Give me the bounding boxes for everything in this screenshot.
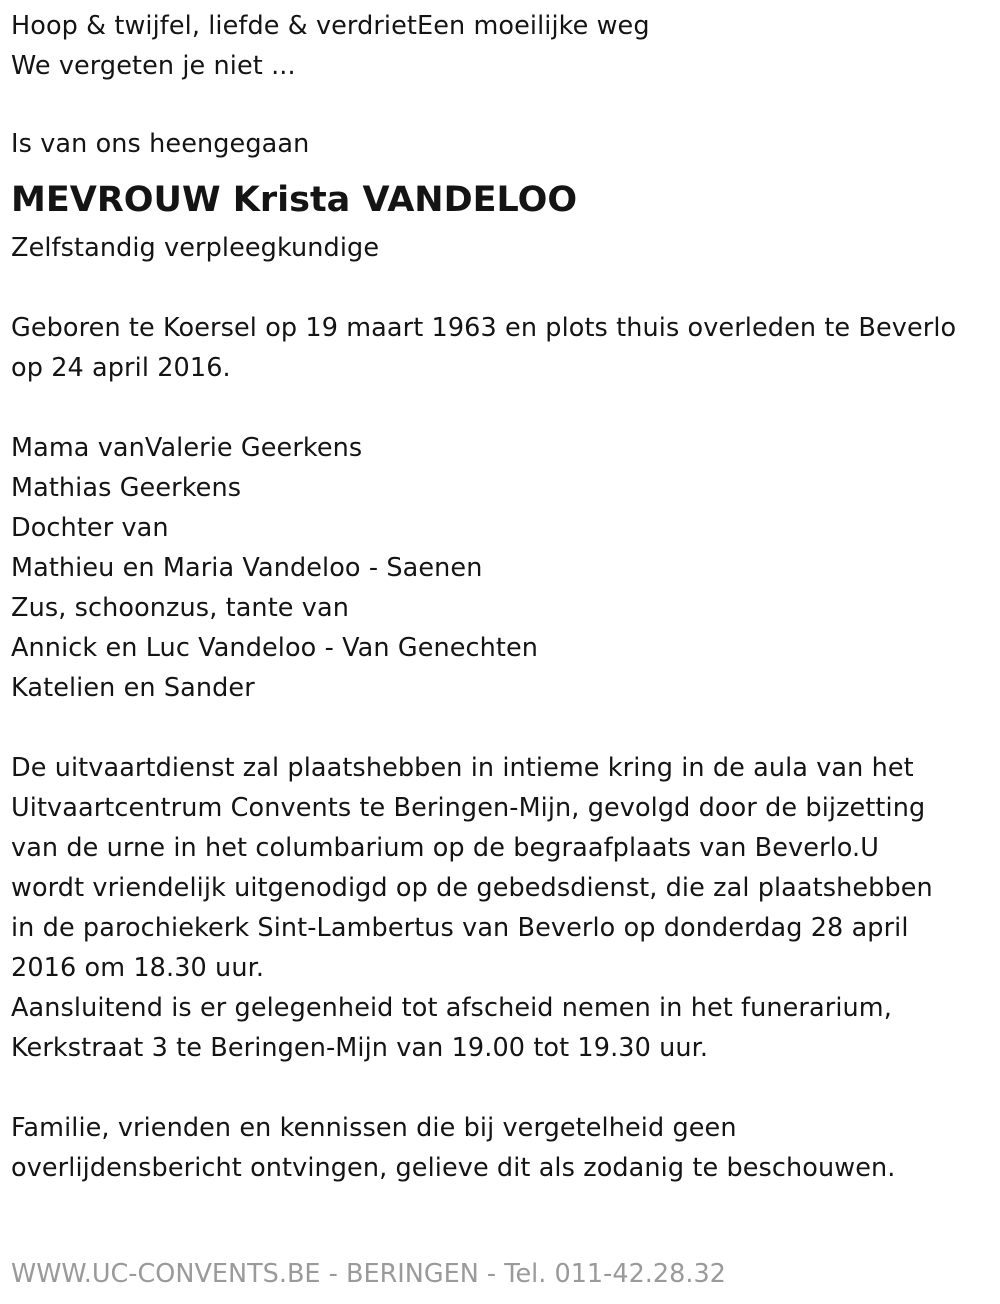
intro-line-2: We vergeten je niet ...: [11, 51, 296, 81]
deceased-profession: Zelfstandig verpleegkundige: [11, 233, 380, 263]
footer-contact: WWW.UC-CONVENTS.BE - BERINGEN - Tel. 011-42.28.32: [11, 1259, 726, 1289]
family-line: Mathieu en Maria Vandeloo - Saenen: [11, 553, 483, 583]
closing-line: Familie, vrienden en kennissen die bij vergetelheid geen: [11, 1113, 737, 1143]
intro-line-1: Hoop & twijfel, liefde & verdrietEen moeilijke weg: [11, 11, 650, 41]
birth-death-line: op 24 april 2016.: [11, 353, 231, 383]
birth-death-paragraph: [11, 308, 991, 388]
family-line: Mama vanValerie Geerkens: [11, 433, 363, 463]
service-line: De uitvaartdienst zal plaatshebben in intieme kring in de aula van het: [11, 753, 914, 783]
family-line: Mathias Geerkens: [11, 473, 242, 503]
closing-line: overlijdensbericht ontvingen, gelieve dit als zodanig te beschouwen.: [11, 1153, 896, 1183]
service-line: in de parochiekerk Sint-Lambertus van Beverlo op donderdag 28 april: [11, 913, 909, 943]
service-line: Kerkstraat 3 te Beringen-Mijn van 19.00 tot 19.30 uur.: [11, 1033, 709, 1063]
service-line: Uitvaartcentrum Convents te Beringen-Mijn, gevolgd door de bijzetting: [11, 793, 926, 823]
service-line: Aansluitend is er gelegenheid tot afscheid nemen in het funerarium,: [11, 993, 892, 1023]
family-line: Zus, schoonzus, tante van: [11, 593, 349, 623]
family-line: Dochter van: [11, 513, 169, 543]
service-line: 2016 om 18.30 uur.: [11, 953, 265, 983]
family-list: [11, 428, 991, 708]
family-line: Annick en Luc Vandeloo - Van Genechten: [11, 633, 539, 663]
birth-death-line: Geboren te Koersel op 19 maart 1963 en plots thuis overleden te Beverlo: [11, 313, 957, 343]
deceased-name: MEVROUW Krista VANDELOO: [11, 180, 578, 220]
service-paragraph: [11, 748, 991, 1068]
service-line: wordt vriendelijk uitgenodigd op de gebedsdienst, die zal plaatshebben: [11, 873, 933, 903]
closing-paragraph: [11, 1108, 991, 1188]
obituary-document: [11, 0, 991, 1188]
service-line: van de urne in het columbarium op de begraafplaats van Beverlo.U: [11, 833, 880, 863]
family-line: Katelien en Sander: [11, 673, 255, 703]
announcement: Is van ons heengegaan: [11, 129, 310, 159]
